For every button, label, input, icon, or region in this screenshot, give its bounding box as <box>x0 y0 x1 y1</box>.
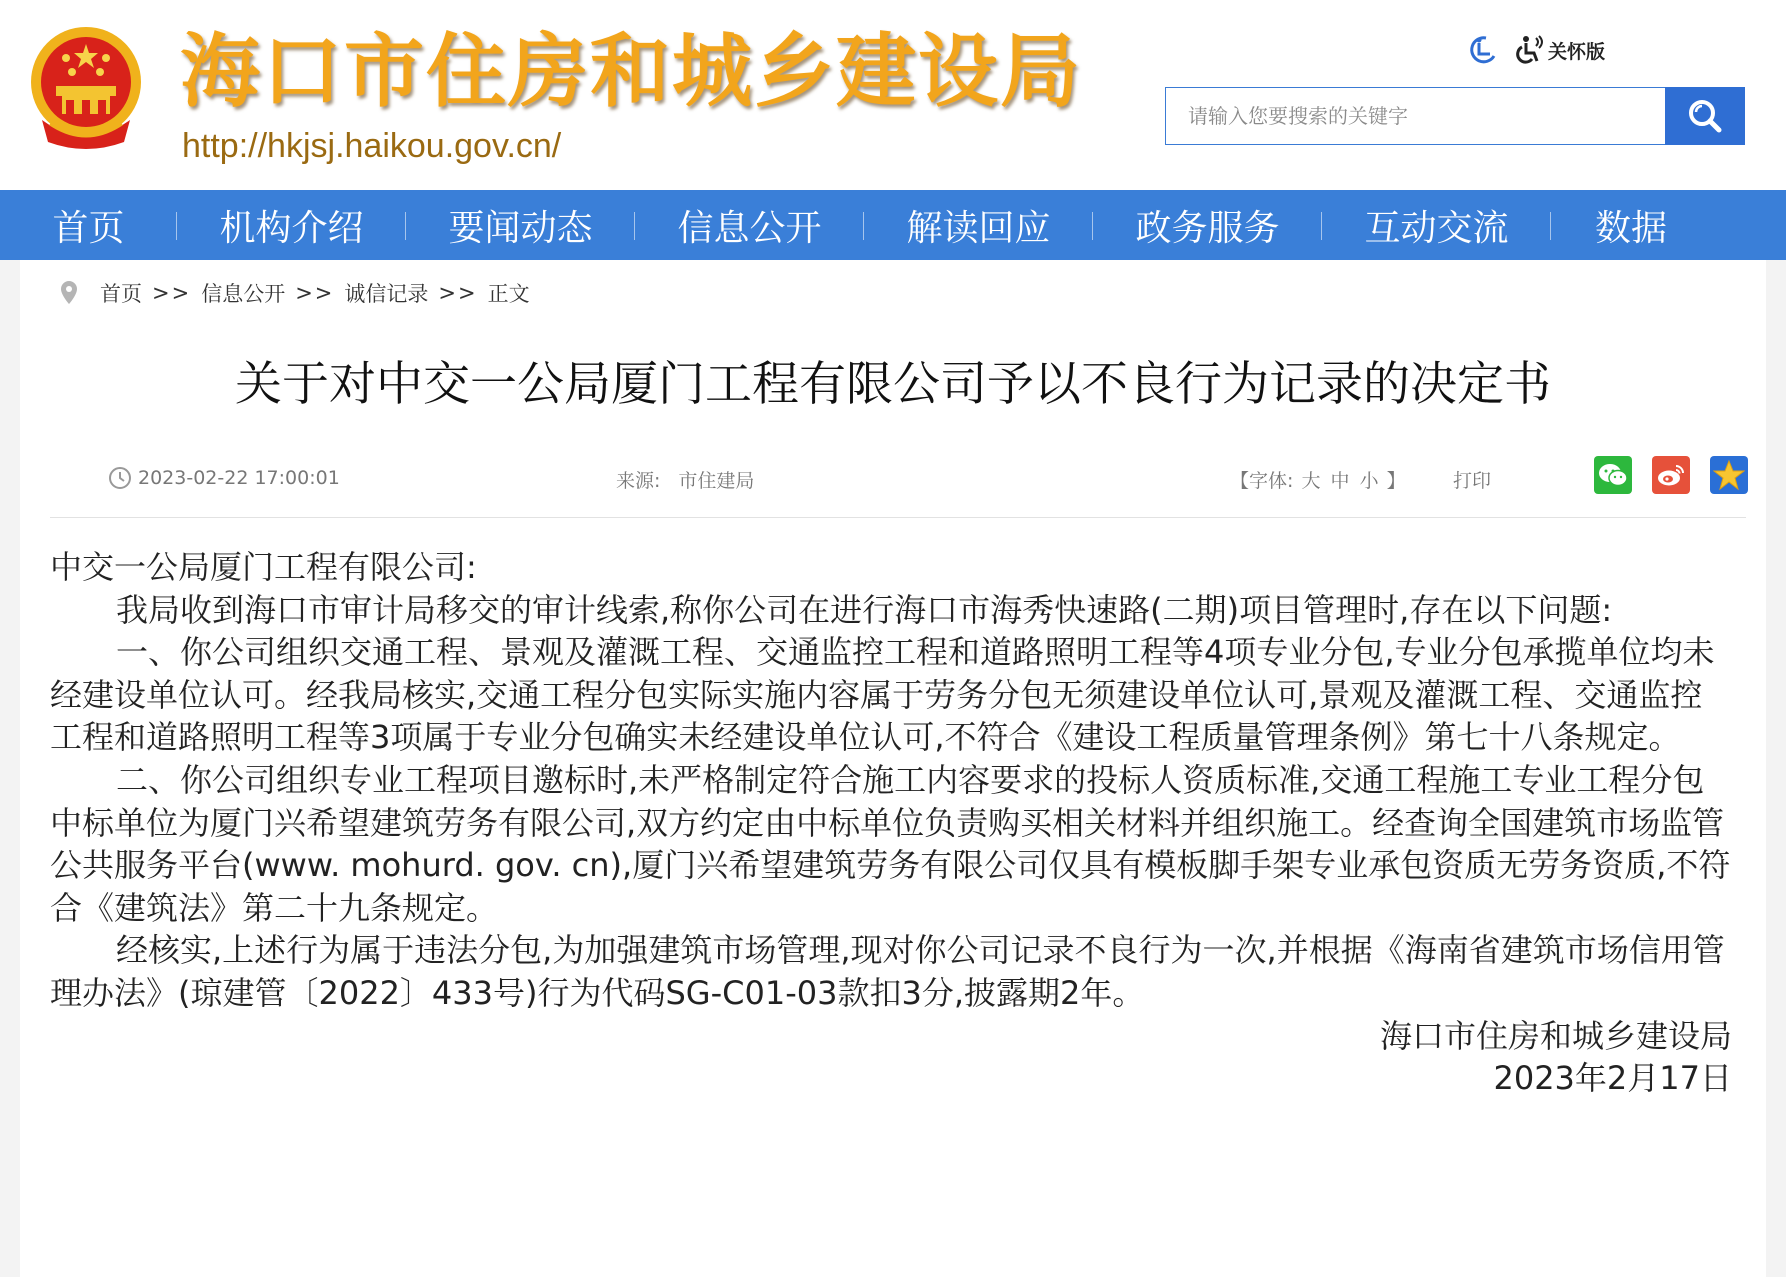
article-card <box>20 260 1766 1277</box>
site-header <box>0 0 1786 190</box>
signer: 海口市住房和城乡建设局 <box>1379 1016 1732 1055</box>
nav-item-home[interactable] <box>0 190 177 260</box>
print-button[interactable]: 打印 <box>1453 470 1492 492</box>
search-box <box>1165 87 1745 145</box>
meta-divider <box>50 517 1746 518</box>
nav-item-label: 互动交流 <box>1364 207 1509 249</box>
main-nav <box>0 190 1786 260</box>
care-mode-button[interactable] <box>1512 34 1605 66</box>
paragraph: 一、你公司组织交通工程、景观及灌溉工程、交通监控工程和道路照明工程等4项专业分包,专业分包承揽单位均未经建设单位认可。经我局核实,交通工程分包实际实施内容属于劳务分包无须建设单位认可,景观及灌溉工程、交通监控工程和道路照明工程等3项属于专业分包确实未经建设单位认可,不符合《建设工程质量管理条例》第七十八条规定。 <box>50 633 1715 757</box>
paragraph: 经核实,上述行为属于违法分包,为加强建筑市场管理,现对你公司记录不良行为一次,并根据《海南省建筑市场信用管理办法》(琼建管〔2022〕433号)行为代码SG-C01-03款扣3分,披露期2年。 <box>50 931 1725 1012</box>
site-url[interactable]: http://hkjsj.haikou.gov.cn/ <box>182 127 562 165</box>
breadcrumb-current: 正文 <box>487 282 530 306</box>
care-mode-label: 关怀版 <box>1548 40 1606 63</box>
breadcrumb-separator: >> <box>295 281 335 305</box>
star-icon <box>1713 459 1745 491</box>
article-body <box>50 546 1732 1100</box>
nav-item-label: 要闻动态 <box>448 207 593 249</box>
article-meta <box>50 456 1770 504</box>
nav-item-interpretation[interactable] <box>864 190 1093 260</box>
article-source <box>616 466 772 493</box>
national-emblem-icon <box>28 24 144 152</box>
source-value: 市住建局 <box>678 470 755 492</box>
publish-date <box>108 466 340 490</box>
search-input[interactable] <box>1166 88 1666 144</box>
nav-item-news[interactable] <box>406 190 635 260</box>
breadcrumb-credit-records[interactable]: 诚信记录 <box>344 282 429 306</box>
font-small-button[interactable]: 小 <box>1359 470 1379 492</box>
site-title: 海口市住房和城乡建设局 <box>180 25 1082 118</box>
wechat-icon <box>1598 462 1628 488</box>
publish-date-text: 2023-02-22 17:00:01 <box>138 467 340 489</box>
nav-item-disclosure[interactable] <box>635 190 864 260</box>
paragraph: 二、你公司组织专业工程项目邀标时,未严格制定符合施工内容要求的投标人资质标准,交通工程施工专业工程分包中标单位为厦门兴希望建筑劳务有限公司,双方约定由中标单位负责购买相关材料并组织施工。经查询全国建筑市场监管公共服务平台(www. mohurd. gov. cn),厦门兴希望建筑劳务有限公司仅具有模板脚手架专业承包资质无劳务资质,不符合《建筑法》第二十九条规定。 <box>50 760 1731 927</box>
breadcrumb <box>58 276 530 310</box>
article-title: 关于对中交一公局厦门工程有限公司予以不良行为记录的决定书 <box>235 357 1551 412</box>
salutation: 中交一公局厦门工程有限公司: <box>50 548 477 586</box>
accessibility-bar <box>1466 30 1605 70</box>
share-bar <box>1594 456 1748 494</box>
weibo-icon <box>1656 462 1686 488</box>
nav-item-label: 首页 <box>52 207 125 249</box>
wechat-share-button[interactable] <box>1594 456 1632 494</box>
font-medium-button[interactable]: 中 <box>1330 470 1350 492</box>
favorite-button[interactable] <box>1710 456 1748 494</box>
font-large-button[interactable]: 大 <box>1301 470 1321 492</box>
nav-item-label: 数据 <box>1594 207 1667 249</box>
nav-item-label: 解读回应 <box>906 207 1051 249</box>
nav-item-interaction[interactable] <box>1322 190 1551 260</box>
location-pin-icon <box>58 280 80 306</box>
sign-date: 2023年2月17日 <box>1493 1059 1732 1098</box>
nav-item-label: 政务服务 <box>1135 207 1280 249</box>
nav-item-data[interactable] <box>1551 190 1711 260</box>
search-icon <box>1685 96 1725 136</box>
font-label-close: 】 <box>1386 470 1406 492</box>
nav-item-services[interactable] <box>1093 190 1322 260</box>
font-size-control <box>1230 466 1406 493</box>
breadcrumb-home[interactable]: 首页 <box>100 282 142 306</box>
nav-item-label: 信息公开 <box>677 207 822 249</box>
nav-item-about[interactable] <box>177 190 406 260</box>
breadcrumb-disclosure[interactable]: 信息公开 <box>201 282 286 306</box>
search-button[interactable] <box>1665 87 1745 145</box>
wheelchair-icon <box>1512 34 1544 66</box>
paragraph: 我局收到海口市审计局移交的审计线索,称你公司在进行海口市海秀快速路(二期)项目管理时,存在以下问题: <box>116 590 1613 629</box>
source-label: 来源: <box>616 470 661 492</box>
clock-icon <box>108 466 132 490</box>
font-label-open: 【字体: <box>1230 470 1294 492</box>
weibo-share-button[interactable] <box>1652 456 1690 494</box>
breadcrumb-separator: >> <box>152 281 192 305</box>
accessibility-icon[interactable] <box>1466 34 1498 66</box>
nav-item-label: 机构介绍 <box>219 207 364 249</box>
breadcrumb-separator: >> <box>438 281 478 305</box>
